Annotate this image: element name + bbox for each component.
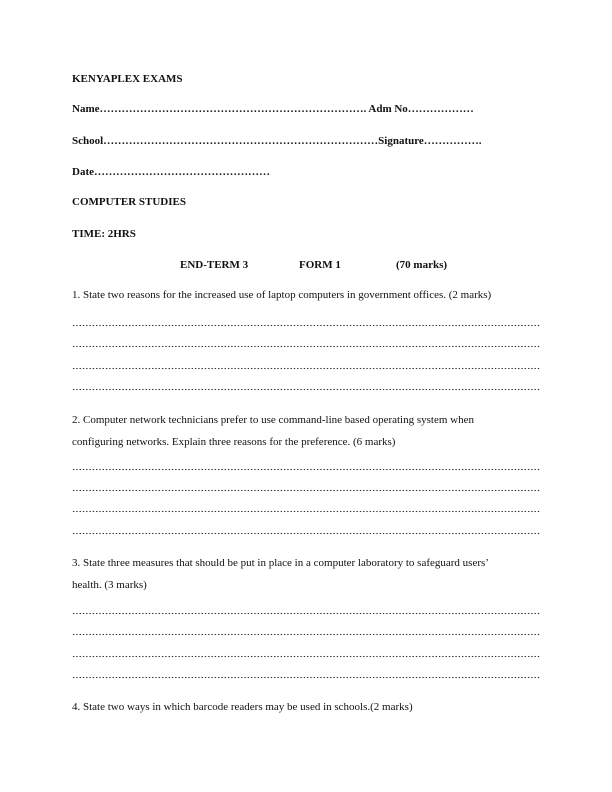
answer-line <box>72 532 540 536</box>
answer-line <box>72 510 540 514</box>
exam-time: TIME: 2HRS <box>72 228 136 240</box>
answer-line <box>72 345 540 349</box>
exam-term: END-TERM 3 <box>180 259 249 271</box>
school-signature-field: School…………………………………………………………………Signature……………. <box>72 135 482 147</box>
question-text: health. (3 marks) <box>72 579 147 591</box>
exam-form: FORM 1 <box>299 259 341 271</box>
answer-line <box>72 388 540 392</box>
answer-line <box>72 489 540 493</box>
question-text: 1. State two reasons for the increased use of laptop computers in government offices. (2 marks) <box>72 289 492 301</box>
answer-line <box>72 676 540 680</box>
subject-title: COMPUTER STUDIES <box>72 196 186 208</box>
answer-line <box>72 655 540 659</box>
question-text: 2. Computer network technicians prefer to use command-line based operating system when <box>72 414 474 426</box>
question-text: configuring networks. Explain three reasons for the preference. (6 marks) <box>72 436 396 448</box>
answer-line <box>72 324 540 328</box>
answer-line <box>72 612 540 616</box>
total-marks: (70 marks) <box>396 259 448 271</box>
answer-line <box>72 367 540 371</box>
institution-name: KENYAPLEX EXAMS <box>72 73 183 85</box>
question-text: 3. State three measures that should be put in place in a computer laboratory to safeguard users’ <box>72 557 489 569</box>
name-adm-field: Name………………………………………………………………. Adm No……………… <box>72 103 474 115</box>
question-text: 4. State two ways in which barcode readers may be used in schools.(2 marks) <box>72 701 413 713</box>
date-field: Date………………………………………… <box>72 166 270 178</box>
answer-line <box>72 468 540 472</box>
answer-line <box>72 633 540 637</box>
